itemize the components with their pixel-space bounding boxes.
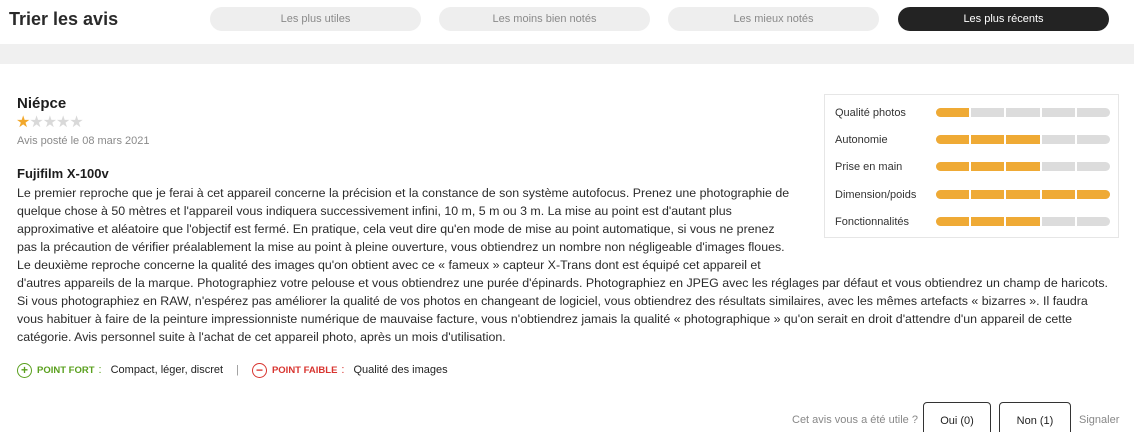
rating-segment: [1077, 135, 1110, 144]
rating-label: Fonctionnalités: [835, 216, 909, 228]
report-link[interactable]: Signaler: [1079, 414, 1120, 426]
rating-segment: [1077, 162, 1110, 171]
helpful-question: Cet avis vous a été utile ?: [792, 414, 918, 426]
rating-segment: [936, 217, 969, 226]
review-body-line: catégorie. Avis personnel suite à l'achat de cet appareil photo, après un mois d'utilisation.: [17, 330, 506, 344]
rating-segment: [971, 217, 1004, 226]
rating-row-features: [825, 213, 1120, 233]
rating-segment: [1042, 217, 1075, 226]
star-icon: ★: [42, 114, 57, 131]
strong-point-value: Compact, léger, discret: [110, 364, 224, 376]
star-icon: ★: [56, 114, 70, 131]
sort-bar: [0, 0, 1134, 40]
weak-point-value: Qualité des images: [353, 364, 448, 376]
strong-point-colon: :: [98, 364, 102, 376]
rating-label: Qualité photos: [835, 107, 906, 119]
weak-point-colon: :: [341, 364, 345, 376]
rating-breakdown: [824, 94, 1119, 238]
vote-yes-button[interactable]: Oui (0): [923, 402, 991, 432]
rating-segment: [936, 135, 969, 144]
sort-lowest-rated-button[interactable]: Les moins bien notés: [439, 7, 650, 31]
rating-segment: [1042, 190, 1075, 199]
rating-bar: [936, 162, 1110, 171]
plus-circle-icon: +: [17, 363, 32, 378]
rating-segment: [1006, 108, 1039, 117]
rating-row-photo-quality: [825, 104, 1120, 124]
rating-label: Dimension/poids: [835, 189, 917, 201]
rating-bar: [936, 190, 1110, 199]
rating-segment: [1006, 135, 1039, 144]
review-points: [17, 360, 448, 380]
sort-most-recent-button[interactable]: Les plus récents: [898, 7, 1109, 31]
review-stars: [16, 114, 83, 132]
review-body-line: vous habituer à faire de la peinture impressionniste numérique de mauvaise facture, vous n'obtiendrez jamais la qualité « photographique » qu'on serait en droit d'attendre d'un appareil de cette: [17, 312, 1073, 326]
rating-segment: [1006, 190, 1039, 199]
review-date: Avis posté le 08 mars 2021: [17, 135, 150, 147]
rating-segment: [936, 162, 969, 171]
rating-segment: [1006, 217, 1039, 226]
rating-segment: [936, 190, 969, 199]
rating-segment: [1077, 108, 1110, 117]
star-icon: ★: [69, 114, 83, 131]
rating-row-battery: [825, 131, 1120, 151]
review-body-line: pas la précaution de vérifier préalablement la mise au point à pleine ouverture, vous obtiendrez un nombre non négligeable d'images floues.: [17, 240, 785, 254]
review-body-line: Si vous photographiez en RAW, n'espérez pas améliorer la qualité de vos photos en changeant de logiciel, vous obtiendrez des résultats similaires, avec les mêmes artefacts « bizarres ». Il faudra: [17, 294, 1088, 308]
review-author: Niépce: [17, 95, 67, 112]
rating-bar: [936, 108, 1110, 117]
rating-label: Prise en main: [835, 161, 903, 173]
star-icon: ★: [29, 114, 43, 131]
sort-title: Trier les avis: [9, 9, 119, 29]
rating-label: Autonomie: [835, 134, 888, 146]
star-icon: ★: [16, 114, 30, 131]
minus-circle-icon: −: [252, 363, 267, 378]
review-body-line: d'autres appareils de la marque. Photographiez votre pelouse et vous obtiendrez une purée d'épinards. Photographiez en JPEG avec les réglages par défaut et vous obtiendrez un champ de haricots.: [17, 276, 1108, 290]
section-separator: [0, 44, 1134, 64]
rating-bar: [936, 217, 1110, 226]
review-body-line: approximative et aléatoire que l'objectif est fermé. En pratique, cela veut dire qu'en mode de mise au point automatique, si vous ne prenez: [17, 222, 775, 236]
vote-no-button[interactable]: Non (1): [999, 402, 1071, 432]
weak-point-label: POINT FAIBLE: [271, 364, 338, 376]
rating-segment: [971, 162, 1004, 171]
strong-point-label: POINT FORT: [37, 364, 95, 376]
rating-segment: [936, 108, 969, 117]
rating-segment: [971, 108, 1004, 117]
rating-bar: [936, 135, 1110, 144]
rating-segment: [1042, 108, 1075, 117]
sort-most-useful-button[interactable]: Les plus utiles: [210, 7, 421, 31]
rating-row-handling: [825, 158, 1120, 178]
review-body-line: quelque chose à 50 mètres et l'appareil vous indiquera successivement infini, 10 m, 5 m ou 3 m. La mise au point est d'autant plus: [17, 204, 732, 218]
review-body-line: Le deuxième reproche concerne la qualité des images qu'on obtient avec ce « fameux » capteur X-Trans dont est équipé cet appareil et: [17, 258, 761, 272]
review-product: Fujifilm X-100v: [17, 166, 109, 181]
rating-segment: [1042, 162, 1075, 171]
rating-segment: [971, 190, 1004, 199]
rating-segment: [1077, 217, 1110, 226]
rating-segment: [1077, 190, 1110, 199]
rating-row-size-weight: [825, 186, 1120, 206]
rating-segment: [1042, 135, 1075, 144]
rating-segment: [971, 135, 1004, 144]
rating-segment: [1006, 162, 1039, 171]
review-body-line: Le premier reproche que je ferai à cet appareil concerne la précision et la constance de son système autofocus. Prenez une photographie de: [17, 186, 790, 200]
points-separator: |: [236, 364, 239, 376]
sort-highest-rated-button[interactable]: Les mieux notés: [668, 7, 879, 31]
